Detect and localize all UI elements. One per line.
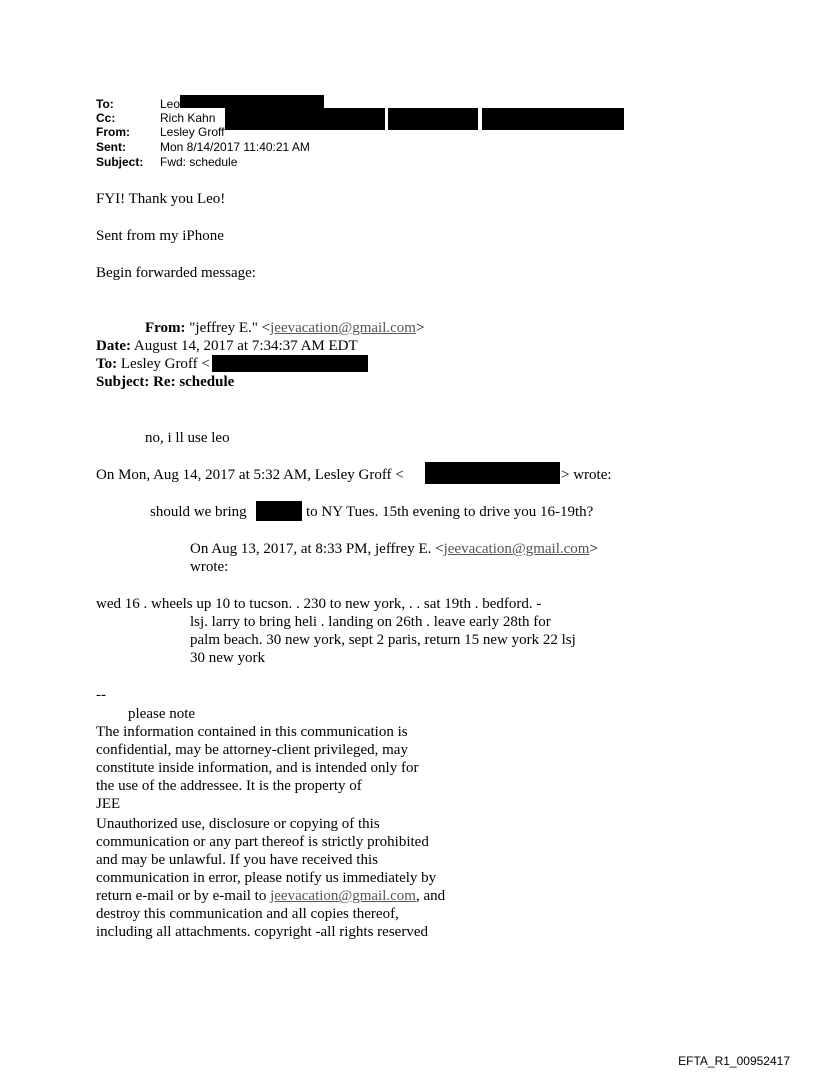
disclaimer-line-11: destroy this communication and all copies thereof, bbox=[96, 906, 399, 922]
signature-dash: -- bbox=[96, 687, 106, 703]
disclaimer-line-10 bbox=[96, 887, 445, 905]
on-mon-line bbox=[96, 466, 404, 484]
disclaimer-line-5: JEE bbox=[96, 796, 121, 812]
disclaimer-line-7: communication or any part thereof is strictly prohibited bbox=[96, 834, 429, 850]
aug13-post: > bbox=[589, 541, 598, 557]
fwd-subject-value: Re: schedule bbox=[153, 374, 235, 390]
disclaimer-line-3: constitute inside information, and is intended only for bbox=[96, 760, 419, 776]
disclaimer-line-1: The information contained in this communication is bbox=[96, 724, 408, 740]
body-line-1: FYI! Thank you Leo! bbox=[96, 191, 226, 207]
cc-label: Cc: bbox=[96, 111, 116, 125]
fwd-date bbox=[96, 337, 358, 355]
redaction-cc-2 bbox=[388, 108, 478, 130]
schedule-line-4: 30 new york bbox=[190, 650, 265, 666]
fwd-from-label: From: bbox=[145, 320, 186, 336]
fwd-subject-label: Subject: bbox=[96, 374, 150, 390]
on-mon-post: > wrote: bbox=[561, 467, 612, 483]
redaction-fwd-to bbox=[212, 355, 368, 372]
subject-label: Subject: bbox=[96, 155, 144, 169]
bring-post: to NY Tues. 15th evening to drive you 16-19th? bbox=[306, 504, 594, 520]
sent-label: Sent: bbox=[96, 140, 126, 154]
cc-value: Rich Kahn bbox=[160, 111, 216, 125]
aug13-wrote: wrote: bbox=[190, 559, 229, 575]
disclaimer-line-8: and may be unlawful. If you have received this bbox=[96, 852, 378, 868]
bates-stamp: EFTA_R1_00952417 bbox=[678, 1054, 790, 1068]
disclaimer-line-2: confidential, may be attorney-client privileged, may bbox=[96, 742, 408, 758]
subject-value: Fwd: schedule bbox=[160, 155, 238, 169]
schedule-line-3: palm beach. 30 new york, sept 2 paris, return 15 new york 22 lsj bbox=[190, 632, 576, 648]
from-label: From: bbox=[96, 125, 130, 139]
aug13-line bbox=[190, 540, 598, 558]
body-line-2: Sent from my iPhone bbox=[96, 228, 224, 244]
to-label: To: bbox=[96, 97, 114, 111]
disclaimer-line-12: including all attachments. copyright -all rights reserved bbox=[96, 924, 428, 940]
bring-pre: should we bring bbox=[150, 504, 247, 520]
redaction-to bbox=[180, 95, 324, 108]
fwd-date-label: Date: bbox=[96, 338, 131, 354]
redaction-bring bbox=[256, 501, 302, 521]
from-value: Lesley Groff bbox=[160, 125, 225, 139]
aug13-email[interactable]: jeevacation@gmail.com bbox=[443, 541, 590, 557]
fwd-from-email[interactable]: jeevacation@gmail.com bbox=[270, 320, 416, 336]
fwd-to-label: To: bbox=[96, 356, 118, 372]
sent-value: Mon 8/14/2017 11:40:21 AM bbox=[160, 140, 310, 154]
fwd-from bbox=[145, 319, 424, 337]
disclaimer-line-4: the use of the addressee. It is the property of bbox=[96, 778, 362, 794]
schedule-line-2: lsj. larry to bring heli . landing on 26th . leave early 28th for bbox=[190, 614, 551, 630]
fwd-from-close: > bbox=[415, 320, 425, 336]
fwd-subject bbox=[96, 373, 234, 391]
aug13-pre: On Aug 13, 2017, at 8:33 PM, jeffrey E. < bbox=[190, 541, 444, 557]
disclaimer-note: please note bbox=[128, 706, 196, 722]
disclaimer-email[interactable]: jeevacation@gmail.com bbox=[270, 888, 416, 904]
to-value: Leo bbox=[160, 97, 181, 111]
redaction-on-mon bbox=[425, 462, 560, 484]
disclaimer-l10-pre: return e-mail or by e-mail to bbox=[96, 888, 271, 904]
redaction-cc-3 bbox=[482, 108, 624, 130]
fwd-to-value: Lesley Groff < bbox=[120, 356, 210, 372]
disclaimer-line-9: communication in error, please notify us immediately by bbox=[96, 870, 437, 886]
body-line-3: Begin forwarded message: bbox=[96, 265, 256, 281]
fwd-date-value: August 14, 2017 at 7:34:37 AM EDT bbox=[133, 338, 358, 354]
redaction-cc-1 bbox=[225, 108, 385, 130]
fwd-to bbox=[96, 355, 210, 373]
on-mon-pre: On Mon, Aug 14, 2017 at 5:32 AM, Lesley Groff < bbox=[96, 467, 404, 483]
disclaimer-l10-post: , and bbox=[415, 888, 446, 904]
fwd-from-name: "jeffrey E." < bbox=[189, 320, 271, 336]
reply-text: no, i ll use leo bbox=[145, 430, 230, 446]
disclaimer-line-6: Unauthorized use, disclosure or copying of this bbox=[96, 816, 380, 832]
schedule-line-1: wed 16 . wheels up 10 to tucson. . 230 to new york, . . sat 19th . bedford. - bbox=[96, 596, 542, 612]
